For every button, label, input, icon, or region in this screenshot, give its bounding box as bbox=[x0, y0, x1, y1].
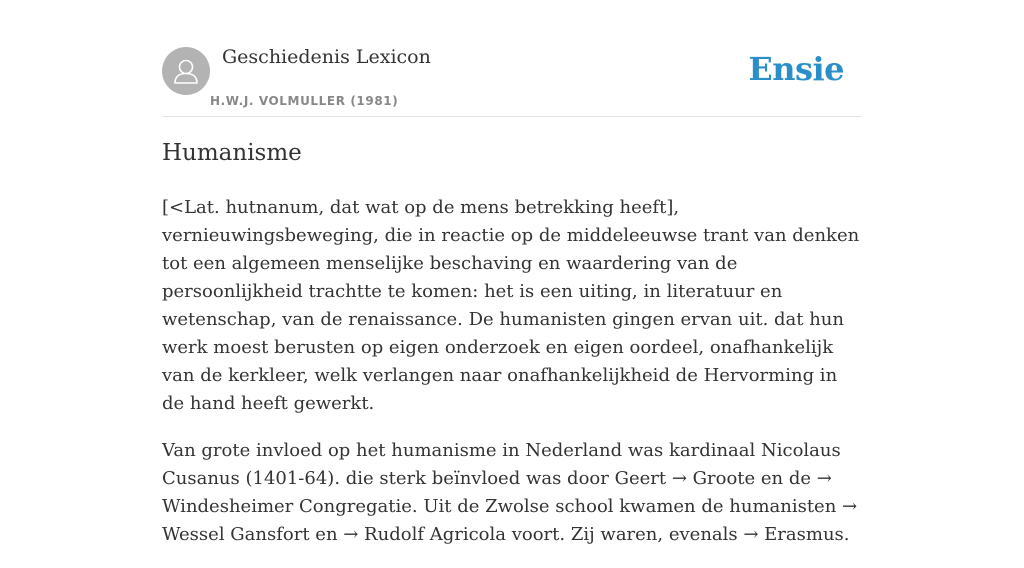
page-container bbox=[162, 0, 862, 545]
article-paragraph-2: Van grote invloed op het humanisme in Nederland was kardinaal Nicolaus Cusanus (1401-64). die sterk beïnvloed was door Geert → Groote en de → Windesheimer Congregatie. Uit de Zwolse school kwamen de humanisten → Wessel Gansfort en → Rudolf Agricola voort. Zij waren, evenals → Erasmus. bbox=[162, 440, 858, 545]
source-author: H.W.J. VOLMULLER (1981) bbox=[210, 94, 399, 108]
avatar[interactable] bbox=[162, 47, 210, 95]
user-outline-icon bbox=[162, 47, 210, 95]
source-title[interactable]: Geschiedenis Lexicon bbox=[222, 46, 431, 68]
article-title: Humanisme bbox=[162, 140, 302, 166]
article-paragraph-1: [<Lat. hutnanum, dat wat op de mens betrekking heeft], vernieuwingsbeweging, die in reactie op de middeleeuwse trant van denken tot een algemeen menselijke beschaving en waardering van de persoonlijkheid trachtte te komen: het is een uiting, in literatuur en wetenschap, van de renaissance. De humanisten gingen ervan uit. dat hun werk moest berusten op eigen onderzoek en eigen oordeel, onafhankelijk van de kerkleer, welk verlangen naar onafhankelijkheid de Hervorming in de hand heeft gewerkt. bbox=[162, 197, 860, 414]
source-header bbox=[162, 0, 862, 117]
brand-logo[interactable]: Ensie bbox=[748, 50, 844, 88]
article-body bbox=[162, 194, 862, 568]
